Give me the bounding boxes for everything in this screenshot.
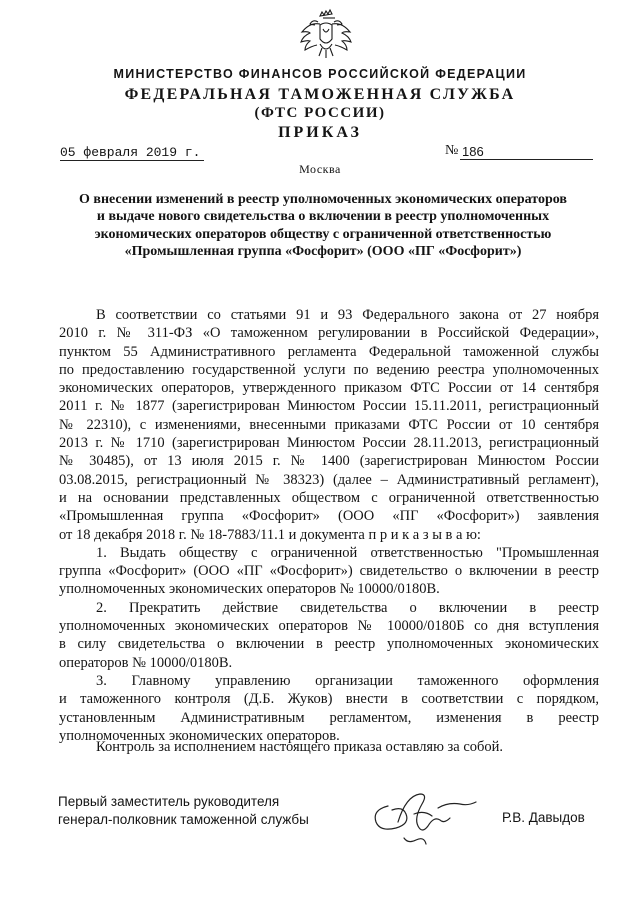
order-city: Москва: [299, 162, 341, 176]
preamble-line: по предоставлению государственной услуги по ведению реестра уполномоченных: [59, 361, 599, 378]
item-2-line: в силу свидетельства о включении в реестр уполномоченных экономических: [59, 636, 599, 653]
preamble-line: «Промышленная группа «Фосфорит» (ООО «ПГ «Фосфорит») заявления: [59, 508, 599, 525]
order-number-label: №: [445, 143, 459, 158]
control-statement: Контроль за исполнением настоящего приказа оставляю за собой.: [96, 739, 504, 755]
preamble-line: 2010 г. № 311-ФЗ «О таможенном регулировании в Российской Федерации»,: [59, 325, 599, 342]
signatory-name: Р.В. Давыдов: [502, 810, 585, 825]
order-date: 05 февраля 2019 г.: [60, 145, 204, 161]
title-line: и выдаче нового свидетельства о включении в реестр уполномоченных: [96, 209, 550, 225]
item-2-line: уполномоченных экономических операторов № 10000/0180Б со дня вступления: [59, 618, 599, 635]
preamble-line: 2013 г. № 1710 (зарегистрирован Минюстом России 28.11.2013, регистрационный: [59, 435, 599, 452]
item-2-line: 2. Прекратить действие свидетельства о включении в реестр: [96, 599, 599, 616]
item-3-line: 3. Главному управлению организации таможенного оформления: [96, 672, 599, 689]
title-line: «Промышленная группа «Фосфорит» (ООО «ПГ «Фосфорит»): [124, 243, 522, 259]
item-1-line: группа «Фосфорит» (ООО «ПГ «Фосфорит») свидетельство о включении в реестр: [59, 563, 599, 580]
service-name: ФЕДЕРАЛЬНАЯ ТАМОЖЕННАЯ СЛУЖБА: [124, 86, 516, 103]
order-title: [40, 191, 606, 260]
signatory-position-line: Первый заместитель руководителя: [58, 794, 280, 809]
preamble-line: В соответствии со статьями 91 и 93 Федерального закона от 27 ноября: [96, 307, 599, 323]
signature-icon: [368, 784, 490, 850]
ministry-name: МИНИСТЕРСТВО ФИНАНСОВ РОССИЙСКОЙ ФЕДЕРАЦИИ: [113, 67, 527, 81]
order-number: 186: [460, 144, 593, 160]
item-3-line: и таможенного контроля (Д.Б. Жуков) внести в соответствии с порядком,: [59, 691, 599, 708]
preamble-line: и на основании представленных обществом с ограниченной ответственностью: [59, 489, 599, 506]
item-2-line: операторов № 10000/0180В.: [59, 654, 233, 671]
signatory-position-line: генерал-полковник таможенной службы: [58, 812, 309, 827]
order-body: [59, 306, 599, 745]
document-type: ПРИКАЗ: [278, 124, 362, 141]
signatory-position: [58, 793, 309, 829]
preamble-line: № 22310), с изменениями, внесенными приказами ФТС России от 10 сентября: [59, 416, 599, 433]
item-1-line: уполномоченных экономических операторов № 10000/0180В.: [59, 581, 440, 598]
coat-of-arms-icon: [296, 8, 356, 62]
item-3-line: установленным Административным регламентом, изменения в реестр: [59, 709, 599, 726]
preamble-line: экономических операторов, утвержденного приказом ФТС России от 14 сентября: [59, 380, 599, 397]
item-3-line: уполномоченных экономических операторов.: [59, 727, 340, 744]
title-line: О внесении изменений в реестр уполномоченных экономических операторов: [79, 192, 567, 207]
preamble-line: от 18 декабря 2018 г. № 18-7883/11.1 и документа п р и к а з ы в а ю:: [59, 526, 481, 543]
preamble-line: пунктом 55 Административного регламента Федеральной таможенной службы: [59, 343, 599, 360]
item-1-line: 1. Выдать обществу с ограниченной ответственностью "Промышленная: [96, 544, 599, 561]
preamble-line: № 30485), от 13 июля 2015 г. № 1400 (зарегистрирован Минюстом России: [59, 453, 599, 470]
title-line: экономических операторов обществу с ограниченной ответственностью: [94, 226, 552, 242]
preamble-line: 03.08.2015, регистрационный № 38323) (далее – Административный регламент),: [59, 471, 599, 488]
preamble-line: 2011 г. № 1877 (зарегистрирован Минюстом России 15.11.2011, регистрационный: [59, 398, 599, 415]
service-short-name: (ФТС РОССИИ): [254, 105, 386, 121]
